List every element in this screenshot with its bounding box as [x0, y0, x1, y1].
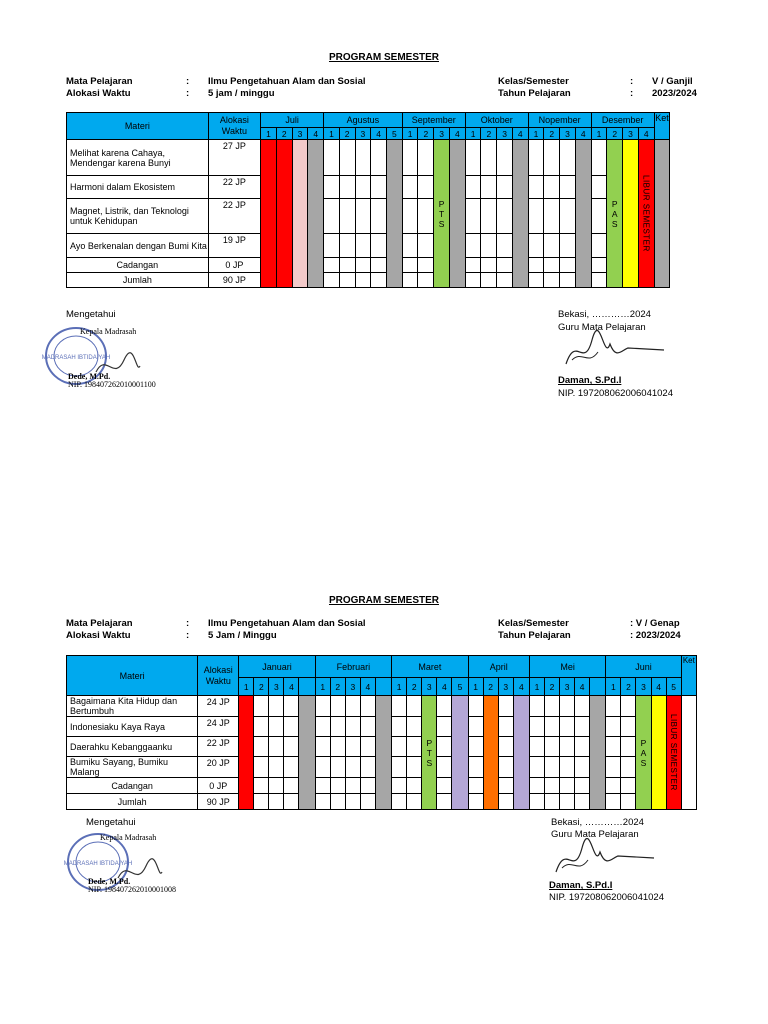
s1-mengetahui: Mengetahui [66, 309, 116, 320]
s1-tahun-value: 2023/2024 [652, 88, 697, 99]
s2-week-cell: 1 [529, 678, 544, 696]
svg-text:MADRASAH IBTIDAIYAH: MADRASAH IBTIDAIYAH [63, 861, 133, 867]
svg-text:MADRASAH IBTIDAIYAH: MADRASAH IBTIDAIYAH [41, 355, 111, 361]
s1-week-cell: 1 [591, 128, 607, 140]
s2-week-cell: 3 [560, 678, 575, 696]
s2-week-cell: 1 [392, 678, 407, 696]
s1-guru-nip: NIP. 197208062006041024 [558, 388, 673, 399]
s2-libur-marker: LIBUR SEMESTER [666, 696, 681, 810]
s1-week-cell: 4 [512, 128, 528, 140]
s2-week-cell: 2 [407, 678, 422, 696]
s1-jp-cell: 0 JP [208, 258, 260, 273]
s2-materi-cell: Indonesiaku Kaya Raya [67, 717, 198, 737]
s2-alokasi-label: Alokasi Waktu [66, 630, 131, 641]
s1-week-cell: 3 [434, 128, 450, 140]
s1-kelas-value: V / Ganjil [652, 76, 693, 87]
s1-materi-cell: Magnet, Listrik, dan Teknologi untuk Kehidupan [67, 199, 209, 234]
s1-title: PROGRAM SEMESTER [328, 52, 439, 63]
s2-alokasi-colon: : [186, 630, 190, 641]
s2-guru-nip: NIP. 197208062006041024 [549, 892, 664, 903]
s1-mapel-colon: : [186, 76, 190, 87]
s1-schedule-table [66, 112, 702, 288]
s1-month-oktober: Oktober [465, 113, 528, 128]
s1-tahun-label: Tahun Pelajaran [498, 88, 571, 99]
s2-materi-cell: Daerahku Kebanggaanku [67, 737, 198, 757]
s2-week-cell: 4 [437, 678, 452, 696]
s1-mapel-label: Mata Pelajaran [66, 76, 133, 87]
s1-week-cell: 4 [575, 128, 591, 140]
s2-week-cell: 3 [269, 678, 284, 696]
s2-jp-cell: 24 JP [198, 696, 239, 717]
s1-month-desember: Desember [591, 113, 654, 128]
s2-header-materi: Materi [67, 656, 198, 696]
s2-week-cell: 1 [606, 678, 621, 696]
s1-jp-cell: 22 JP [208, 199, 260, 234]
s1-libur-marker: LIBUR SEMESTER [638, 140, 654, 288]
s2-title: PROGRAM SEMESTER [328, 595, 439, 606]
s2-teacher-signature-icon [548, 838, 658, 878]
s2-header-alokasi: Alokasi Waktu [198, 656, 239, 696]
s1-week-cell: 3 [292, 128, 308, 140]
s2-month-februari: Februari [315, 656, 391, 678]
s1-week-cell: 3 [623, 128, 639, 140]
s1-week-cell: 2 [544, 128, 560, 140]
s1-pas-marker: P A S [607, 140, 623, 288]
s1-cadangan-cell: Cadangan [67, 258, 209, 273]
s2-guru-label: Guru Mata Pelajaran [551, 829, 639, 840]
s1-kepala-name: Dede, M.Pd. [68, 372, 111, 381]
s2-week-cell: 1 [315, 678, 330, 696]
s1-jp-cell: 27 JP [208, 140, 260, 176]
s1-jp-cell: 19 JP [208, 234, 260, 258]
s1-week-cell: 3 [497, 128, 513, 140]
s2-month-maret: Maret [392, 656, 468, 678]
s2-month-april: April [468, 656, 529, 678]
s1-week-cell: 2 [418, 128, 434, 140]
s2-week-cell: 2 [483, 678, 498, 696]
s2-week-cell: 4 [575, 678, 590, 696]
s2-schedule-table [66, 655, 697, 810]
s1-jumlah-cell: Jumlah [67, 273, 209, 288]
s2-week-cell: 1 [468, 678, 483, 696]
s2-tahun-label: Tahun Pelajaran [498, 630, 571, 641]
s1-week-cell: 1 [465, 128, 481, 140]
s2-mengetahui: Mengetahui [86, 817, 136, 828]
s2-mapel-value: Ilmu Pengetahuan Alam dan Sosial [208, 618, 366, 629]
s2-week-cell: 2 [254, 678, 269, 696]
s1-kepala-label: Kepala Madrasah [80, 327, 137, 336]
s2-pts-marker: P T S [422, 696, 437, 810]
s1-alokasi-label: Alokasi Waktu [66, 88, 131, 99]
s2-week-cell: 4 [513, 678, 529, 696]
s2-week-cell: 4 [284, 678, 299, 696]
s1-header-alokasi: Alokasi Waktu [208, 113, 260, 140]
s2-kepala-label: Kepala Madrasah [100, 833, 157, 842]
s2-week-cell: 3 [422, 678, 437, 696]
s2-header-ket: Ket [681, 656, 696, 696]
s1-week-cell: 2 [339, 128, 355, 140]
s2-pas-marker: P A S [636, 696, 651, 810]
s2-week-cell [299, 678, 315, 696]
s1-week-cell: 1 [324, 128, 340, 140]
s1-week-cell: 2 [481, 128, 497, 140]
s1-kelas-label: Kelas/Semester [498, 76, 569, 87]
s2-materi-cell: Bumiku Sayang, Bumiku Malang [67, 757, 198, 778]
s2-week-cell: 2 [330, 678, 345, 696]
s2-week-cell: 4 [360, 678, 375, 696]
s1-pts-marker: P T S [434, 140, 450, 288]
s2-week-cell [590, 678, 606, 696]
s2-alokasi-value: 5 Jam / Minggu [208, 630, 277, 641]
s2-month-juni: Juni [606, 656, 681, 678]
s1-week-cell: 1 [261, 128, 277, 140]
s1-week-cell: 1 [528, 128, 544, 140]
s2-month-januari: Januari [239, 656, 315, 678]
s2-jp-cell: 0 JP [198, 778, 239, 794]
s2-week-cell: 1 [239, 678, 254, 696]
s2-mapel-label: Mata Pelajaran [66, 618, 133, 629]
s2-guru-name: Daman, S.Pd.I [549, 880, 613, 891]
s1-header-ket: Ket [654, 113, 670, 140]
s1-kelas-colon: : [630, 76, 634, 87]
s1-week-cell: 4 [371, 128, 387, 140]
s2-kepala-name: Dede, M.Pd. [88, 877, 131, 886]
s2-week-cell: 3 [498, 678, 513, 696]
s2-tahun-value: : 2023/2024 [630, 630, 681, 641]
s1-jp-cell: 90 JP [208, 273, 260, 288]
s2-month-mei: Mei [529, 656, 605, 678]
s2-week-cell: 5 [452, 678, 468, 696]
s1-week-cell: 1 [402, 128, 418, 140]
s1-month-september: September [402, 113, 465, 128]
s1-jp-cell: 22 JP [208, 176, 260, 199]
s1-teacher-signature-icon [558, 330, 668, 370]
s1-materi-cell: Harmoni dalam Ekosistem [67, 176, 209, 199]
s1-header-materi: Materi [67, 113, 209, 140]
s1-kepala-nip: NIP. 198407262010001100 [68, 380, 156, 389]
s2-week-cell: 2 [621, 678, 636, 696]
s1-week-cell: 4 [638, 128, 654, 140]
s2-kelas-label: Kelas/Semester [498, 618, 569, 629]
s2-week-cell: 5 [666, 678, 681, 696]
s1-alokasi-value: 5 jam / minggu [208, 88, 275, 99]
s1-guru-name: Daman, S.Pd.I [558, 375, 622, 386]
s2-cadangan-cell: Cadangan [67, 778, 198, 794]
s1-week-cell: 5 [387, 128, 403, 140]
s2-kepala-nip: NIP. 198407262010001008 [88, 885, 177, 894]
s1-month-nopember: Nopember [528, 113, 591, 128]
s2-mapel-colon: : [186, 618, 190, 629]
s1-month-agustus: Agustus [324, 113, 403, 128]
s2-kelas-value: : V / Genap [630, 618, 680, 629]
s1-materi-cell: Ayo Berkenalan dengan Bumi Kita [67, 234, 209, 258]
s1-week-cell: 3 [560, 128, 576, 140]
s2-jp-cell: 24 JP [198, 717, 239, 737]
s2-week-cell: 3 [636, 678, 651, 696]
s2-week-cell: 4 [651, 678, 666, 696]
s2-jp-cell: 22 JP [198, 737, 239, 757]
s1-month-juli: Juli [261, 113, 324, 128]
s2-week-cell: 3 [345, 678, 360, 696]
s1-materi-cell: Melihat karena Cahaya, Mendengar karena Bunyi [67, 140, 209, 176]
s1-week-cell: 2 [607, 128, 623, 140]
s1-week-cell: 3 [355, 128, 371, 140]
s1-mapel-value: Ilmu Pengetahuan Alam dan Sosial [208, 76, 366, 87]
s2-materi-cell: Bagaimana Kita Hidup dan Bertumbuh [67, 696, 198, 717]
s2-week-cell: 2 [544, 678, 559, 696]
s2-jp-cell: 20 JP [198, 757, 239, 778]
s1-week-cell: 4 [449, 128, 465, 140]
s2-kota-date: Bekasi, …………2024 [551, 817, 644, 828]
s1-guru-label: Guru Mata Pelajaran [558, 322, 646, 333]
s1-alokasi-colon: : [186, 88, 190, 99]
s1-tahun-colon: : [630, 88, 634, 99]
s2-week-cell [375, 678, 391, 696]
s1-kota-date: Bekasi, …………2024 [558, 309, 651, 320]
s1-week-cell: 2 [276, 128, 292, 140]
s1-week-cell: 4 [308, 128, 324, 140]
s2-jp-cell: 90 JP [198, 794, 239, 810]
s2-jumlah-cell: Jumlah [67, 794, 198, 810]
